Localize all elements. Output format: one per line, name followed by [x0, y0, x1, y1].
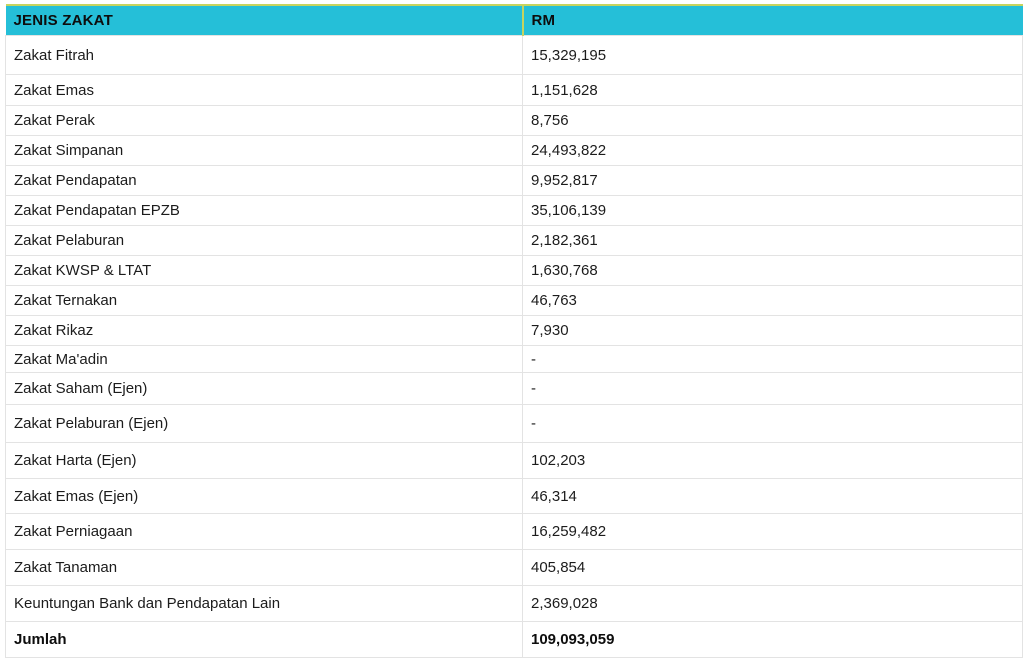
amount-cell: -: [523, 373, 1023, 405]
zakat-type-cell: Zakat Perniagaan: [6, 514, 523, 550]
amount-cell: 405,854: [523, 550, 1023, 586]
table-row: [6, 316, 1023, 346]
table-row: [6, 479, 1023, 514]
table-body: [6, 36, 1023, 622]
zakat-type-cell: Zakat Fitrah: [6, 36, 523, 75]
total-amount: 109,093,059: [523, 622, 1023, 658]
table-row: [6, 196, 1023, 226]
amount-cell: 7,930: [523, 316, 1023, 346]
table-row: [6, 226, 1023, 256]
table-row: [6, 586, 1023, 622]
amount-cell: 9,952,817: [523, 166, 1023, 196]
zakat-type-cell: Zakat Harta (Ejen): [6, 443, 523, 479]
amount-cell: 2,369,028: [523, 586, 1023, 622]
table-row: [6, 256, 1023, 286]
table-row: [6, 286, 1023, 316]
zakat-type-cell: Zakat Tanaman: [6, 550, 523, 586]
total-label: Jumlah: [6, 622, 523, 658]
amount-cell: 16,259,482: [523, 514, 1023, 550]
amount-cell: -: [523, 346, 1023, 373]
zakat-type-cell: Zakat Pelaburan (Ejen): [6, 405, 523, 443]
table-row: [6, 136, 1023, 166]
table-row: [6, 166, 1023, 196]
zakat-collections-table: [5, 4, 1023, 658]
amount-cell: 24,493,822: [523, 136, 1023, 166]
zakat-type-cell: Zakat Perak: [6, 106, 523, 136]
header-row: [6, 5, 1023, 36]
table-footer: [6, 622, 1023, 658]
zakat-type-cell: Zakat Emas: [6, 75, 523, 106]
column-header-rm: RM: [523, 5, 1023, 36]
table-header: [6, 5, 1023, 36]
table-row: [6, 36, 1023, 75]
zakat-type-cell: Zakat Ma'adin: [6, 346, 523, 373]
table-row: [6, 373, 1023, 405]
table-row: [6, 550, 1023, 586]
zakat-type-cell: Keuntungan Bank dan Pendapatan Lain: [6, 586, 523, 622]
zakat-type-cell: Zakat Pelaburan: [6, 226, 523, 256]
amount-cell: 1,630,768: [523, 256, 1023, 286]
zakat-type-cell: Zakat Pendapatan: [6, 166, 523, 196]
amount-cell: 46,314: [523, 479, 1023, 514]
amount-cell: 2,182,361: [523, 226, 1023, 256]
amount-cell: 46,763: [523, 286, 1023, 316]
table-row: [6, 106, 1023, 136]
zakat-type-cell: Zakat Rikaz: [6, 316, 523, 346]
zakat-type-cell: Zakat Pendapatan EPZB: [6, 196, 523, 226]
table-row: [6, 514, 1023, 550]
zakat-type-cell: Zakat Ternakan: [6, 286, 523, 316]
amount-cell: 15,329,195: [523, 36, 1023, 75]
table-row: [6, 405, 1023, 443]
zakat-type-cell: Zakat KWSP & LTAT: [6, 256, 523, 286]
zakat-type-cell: Zakat Saham (Ejen): [6, 373, 523, 405]
amount-cell: 1,151,628: [523, 75, 1023, 106]
total-row: [6, 622, 1023, 658]
table-row: [6, 443, 1023, 479]
column-header-jenis-zakat: JENIS ZAKAT: [6, 5, 523, 36]
amount-cell: -: [523, 405, 1023, 443]
amount-cell: 8,756: [523, 106, 1023, 136]
table-row: [6, 346, 1023, 373]
zakat-type-cell: Zakat Emas (Ejen): [6, 479, 523, 514]
amount-cell: 102,203: [523, 443, 1023, 479]
table-row: [6, 75, 1023, 106]
amount-cell: 35,106,139: [523, 196, 1023, 226]
zakat-type-cell: Zakat Simpanan: [6, 136, 523, 166]
